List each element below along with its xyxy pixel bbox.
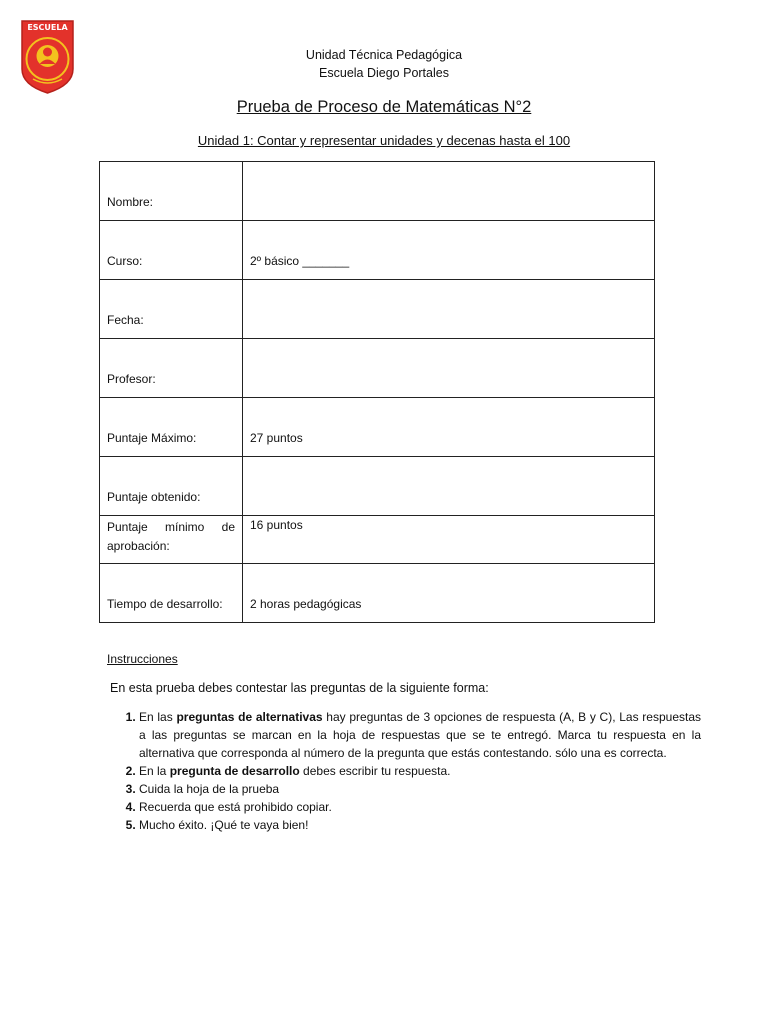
list-item [139,708,701,762]
table-row [100,564,655,623]
page-title: Prueba de Proceso de Matemáticas N°2 [236,98,532,116]
label-tiempo: Tiempo de desarrollo: [100,564,243,623]
table-row [100,162,655,221]
value-puntaje-minimo: 16 puntos [243,516,655,564]
field-profesor[interactable] [243,339,655,398]
table-row [100,398,655,457]
header-line-1: Unidad Técnica Pedagógica [305,48,463,62]
item-suffix: Recuerda que está prohibido copiar. [139,800,332,814]
item-suffix: Cuida la hoja de la prueba [139,782,280,796]
instructions-intro: En esta prueba debes contestar las preguntas de la siguiente forma: [110,681,489,695]
label-puntaje-minimo: Puntaje mínimo de aprobación: [100,516,243,564]
value-tiempo: 2 horas pedagógicas [243,564,655,623]
table-row [100,457,655,516]
item-prefix: En la [139,764,170,778]
label-profesor: Profesor: [100,339,243,398]
label-puntaje-maximo: Puntaje Máximo: [100,398,243,457]
item-suffix: debes escribir tu respuesta. [299,764,451,778]
list-item [139,762,701,780]
item-bold: preguntas de alternativas [176,710,323,724]
item-bold: pregunta de desarrollo [169,764,300,778]
value-puntaje-maximo: 27 puntos [243,398,655,457]
logo-text: ESCUELA [27,23,68,32]
label-puntaje-obtenido: Puntaje obtenido: [100,457,243,516]
label-curso: Curso: [100,221,243,280]
table-row [100,516,655,564]
instructions-list [99,708,701,834]
student-info-table [99,161,655,623]
unit-subtitle: Unidad 1: Contar y representar unidades y decenas hasta el 100 [197,133,571,148]
field-puntaje-obtenido[interactable] [243,457,655,516]
item-suffix: hay preguntas de 3 opciones de respuesta (A, B y C), Las respuestas a las preguntas se marcan en la hoja de respuestas que se te entregó. Marca tu respuesta en la alternativa que corresponda al número de la pregunta que estás contestando. sólo una es correcta. [139,710,701,760]
label-fecha: Fecha: [100,280,243,339]
item-prefix: En las [139,710,177,724]
table-row [100,280,655,339]
field-fecha[interactable] [243,280,655,339]
label-nombre: Nombre: [100,162,243,221]
field-nombre[interactable] [243,162,655,221]
header [0,46,768,82]
instructions-title: Instrucciones [107,652,178,666]
table-row [100,339,655,398]
list-item [139,798,701,816]
list-item [139,780,701,798]
header-line-2: Escuela Diego Portales [319,66,449,80]
item-suffix: Mucho éxito. ¡Qué te vaya bien! [139,818,309,832]
field-curso[interactable]: 2º básico _______ [243,221,655,280]
table-row [100,221,655,280]
list-item [139,816,701,834]
